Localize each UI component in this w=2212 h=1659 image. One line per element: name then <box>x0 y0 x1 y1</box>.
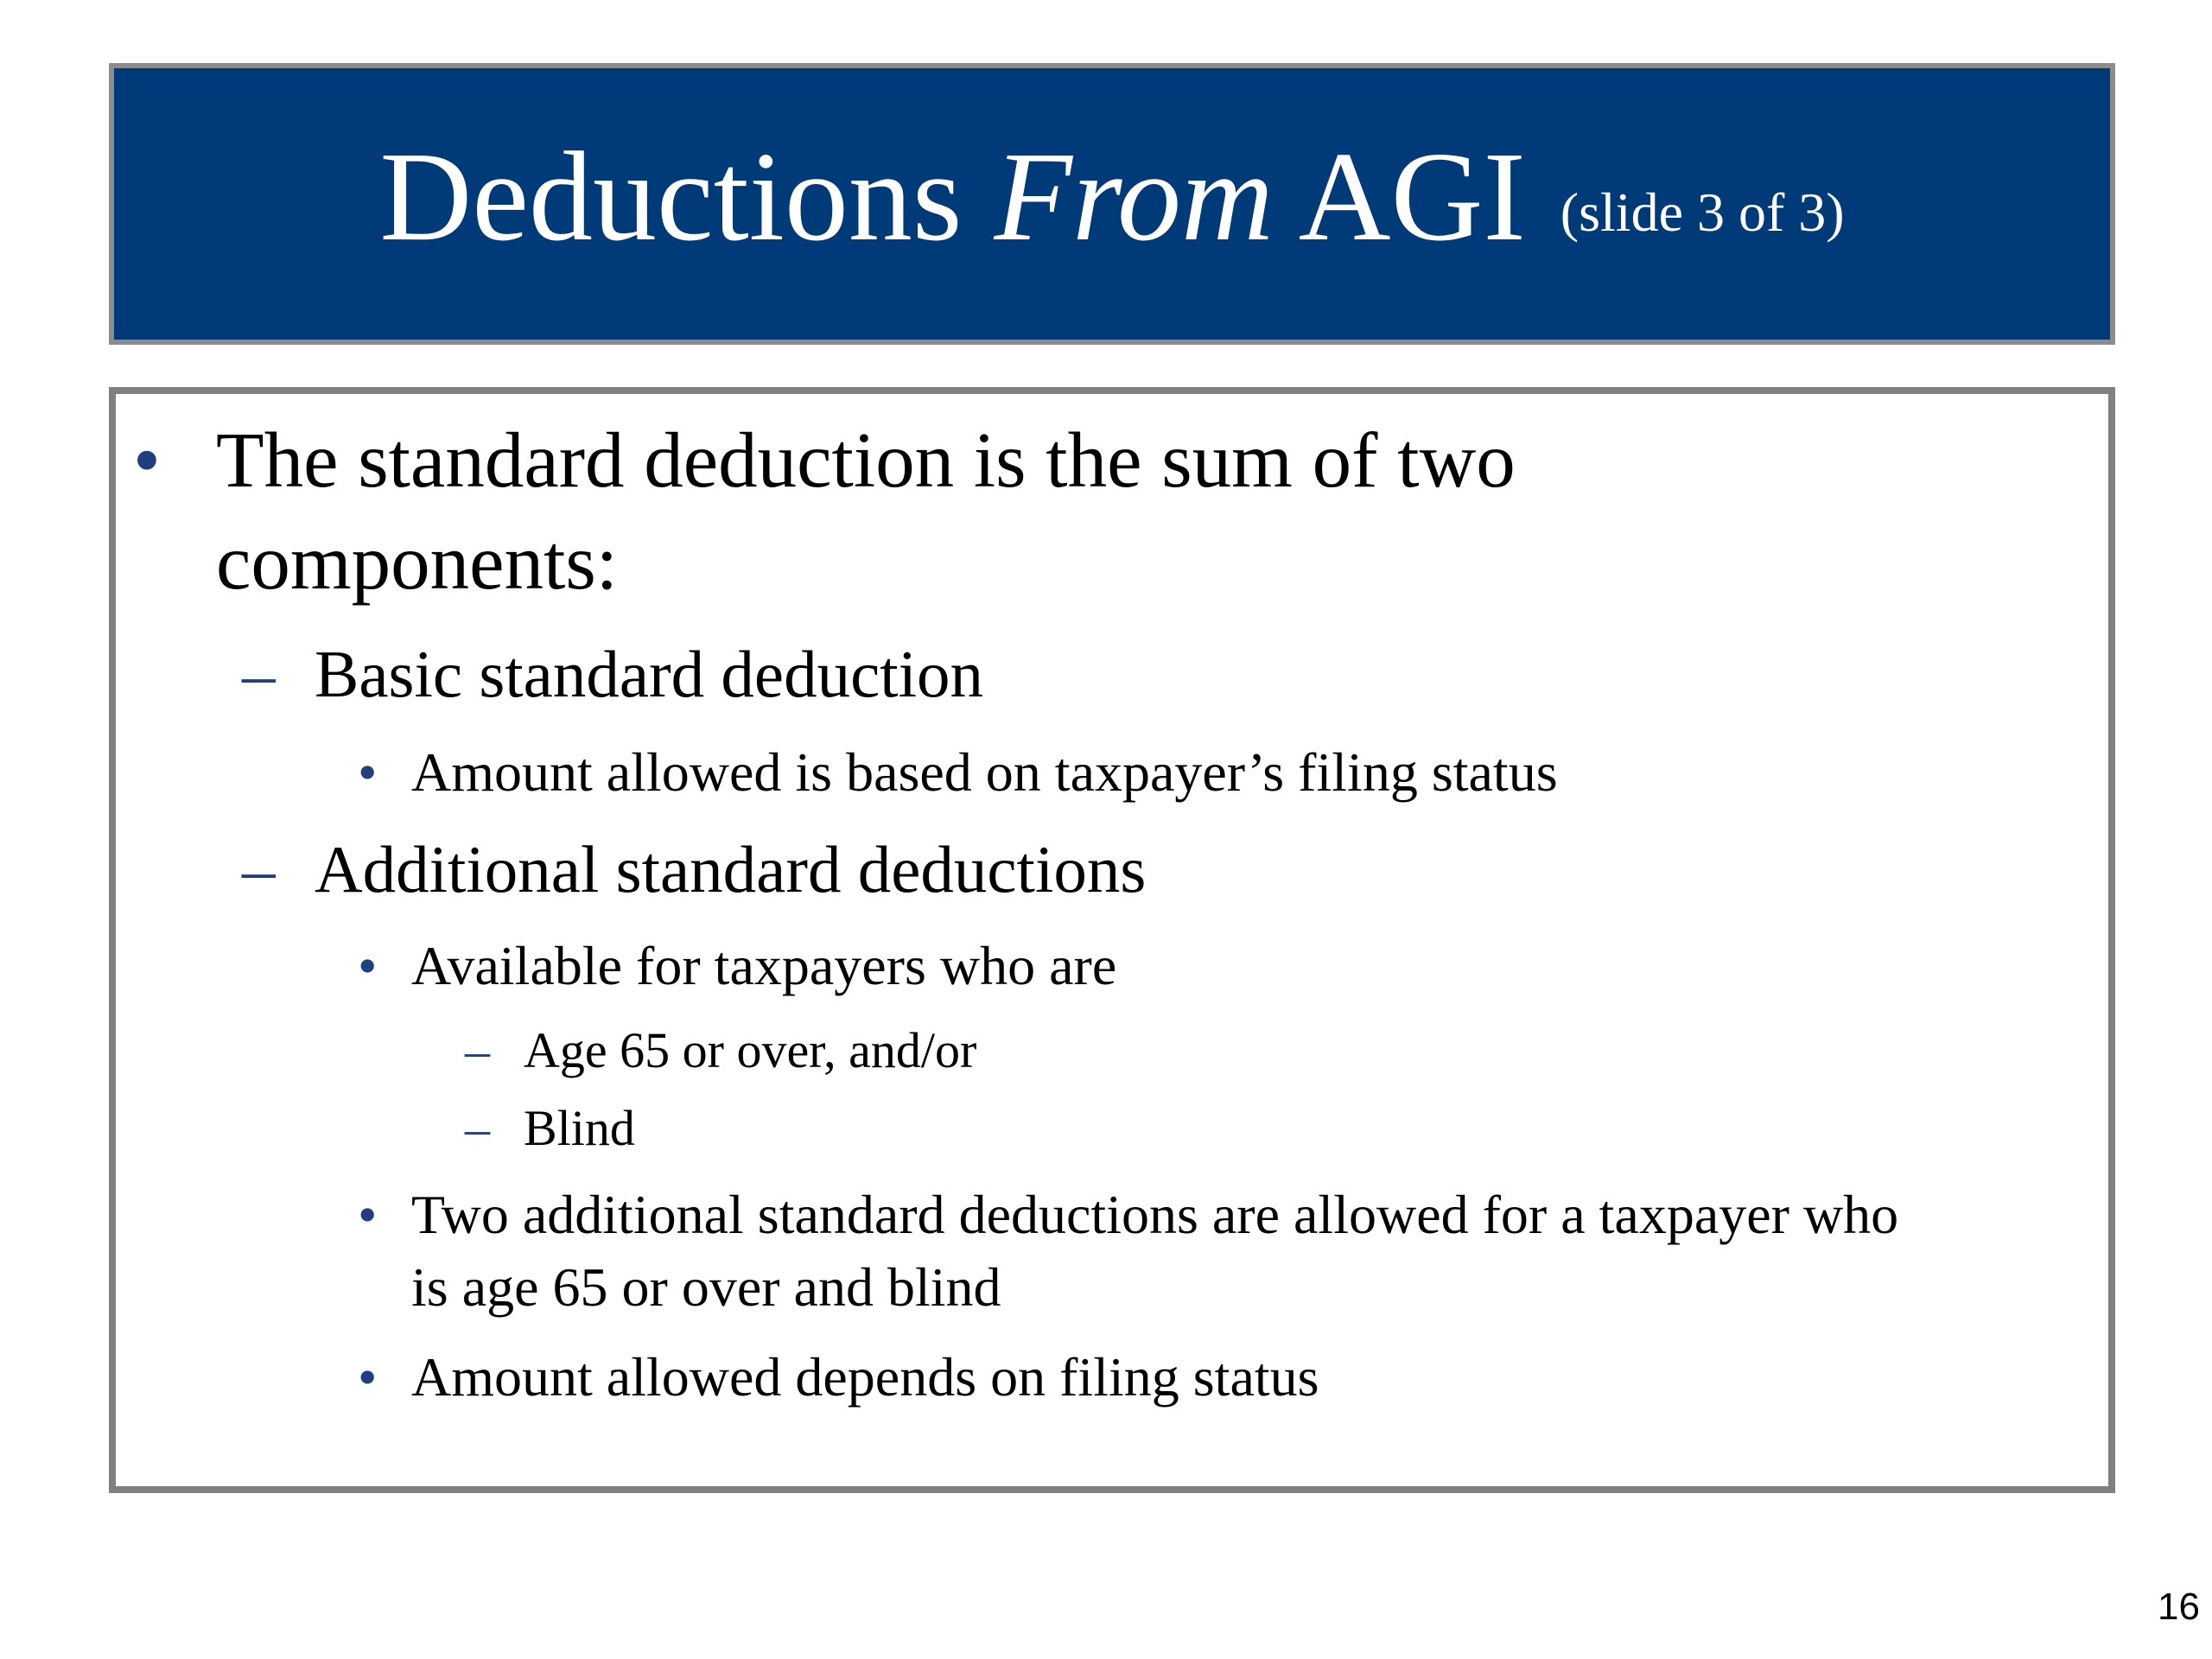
dash-marker: – <box>242 637 276 711</box>
bullet-text: components: <box>216 518 619 606</box>
bullet-marker: • <box>358 935 378 996</box>
title-bar <box>109 63 2115 345</box>
bullet-marker: • <box>358 1184 378 1245</box>
page-number: 16 <box>2158 1586 2200 1628</box>
title-main-2: AGI <box>1273 126 1526 268</box>
sub-sub-bullet-text: Available for taxpayers who are <box>411 935 1117 996</box>
sub-bullet-text: Basic standard deduction <box>315 637 984 711</box>
bullet-marker: • <box>358 1346 378 1408</box>
sub-bullet-text: Additional standard deductions <box>315 832 1147 906</box>
bullet-marker: • <box>133 416 161 504</box>
dash-marker: – <box>465 1022 490 1078</box>
title-main-1: Deductions <box>379 126 995 268</box>
dash-marker: – <box>242 832 276 906</box>
dash-marker: – <box>465 1100 490 1156</box>
bullet-marker: • <box>358 741 378 803</box>
slide-subtitle: (slide 3 of 3) <box>1560 181 1845 243</box>
level4-text: Age 65 or over, and/or <box>524 1022 977 1078</box>
sub-sub-bullet-text: is age 65 or over and blind <box>411 1256 1001 1318</box>
title-emphasis: From <box>994 126 1274 268</box>
slide-title <box>379 126 1526 268</box>
sub-sub-bullet-text: Amount allowed depends on filing status <box>411 1346 1319 1408</box>
bullet-text: The standard deduction is the sum of two <box>216 416 1516 504</box>
sub-sub-bullet-text: Amount allowed is based on taxpayer’s filing status <box>411 741 1558 803</box>
level4-text: Blind <box>524 1100 635 1156</box>
sub-sub-bullet-text: Two additional standard deductions are allowed for a taxpayer who <box>411 1184 1899 1245</box>
